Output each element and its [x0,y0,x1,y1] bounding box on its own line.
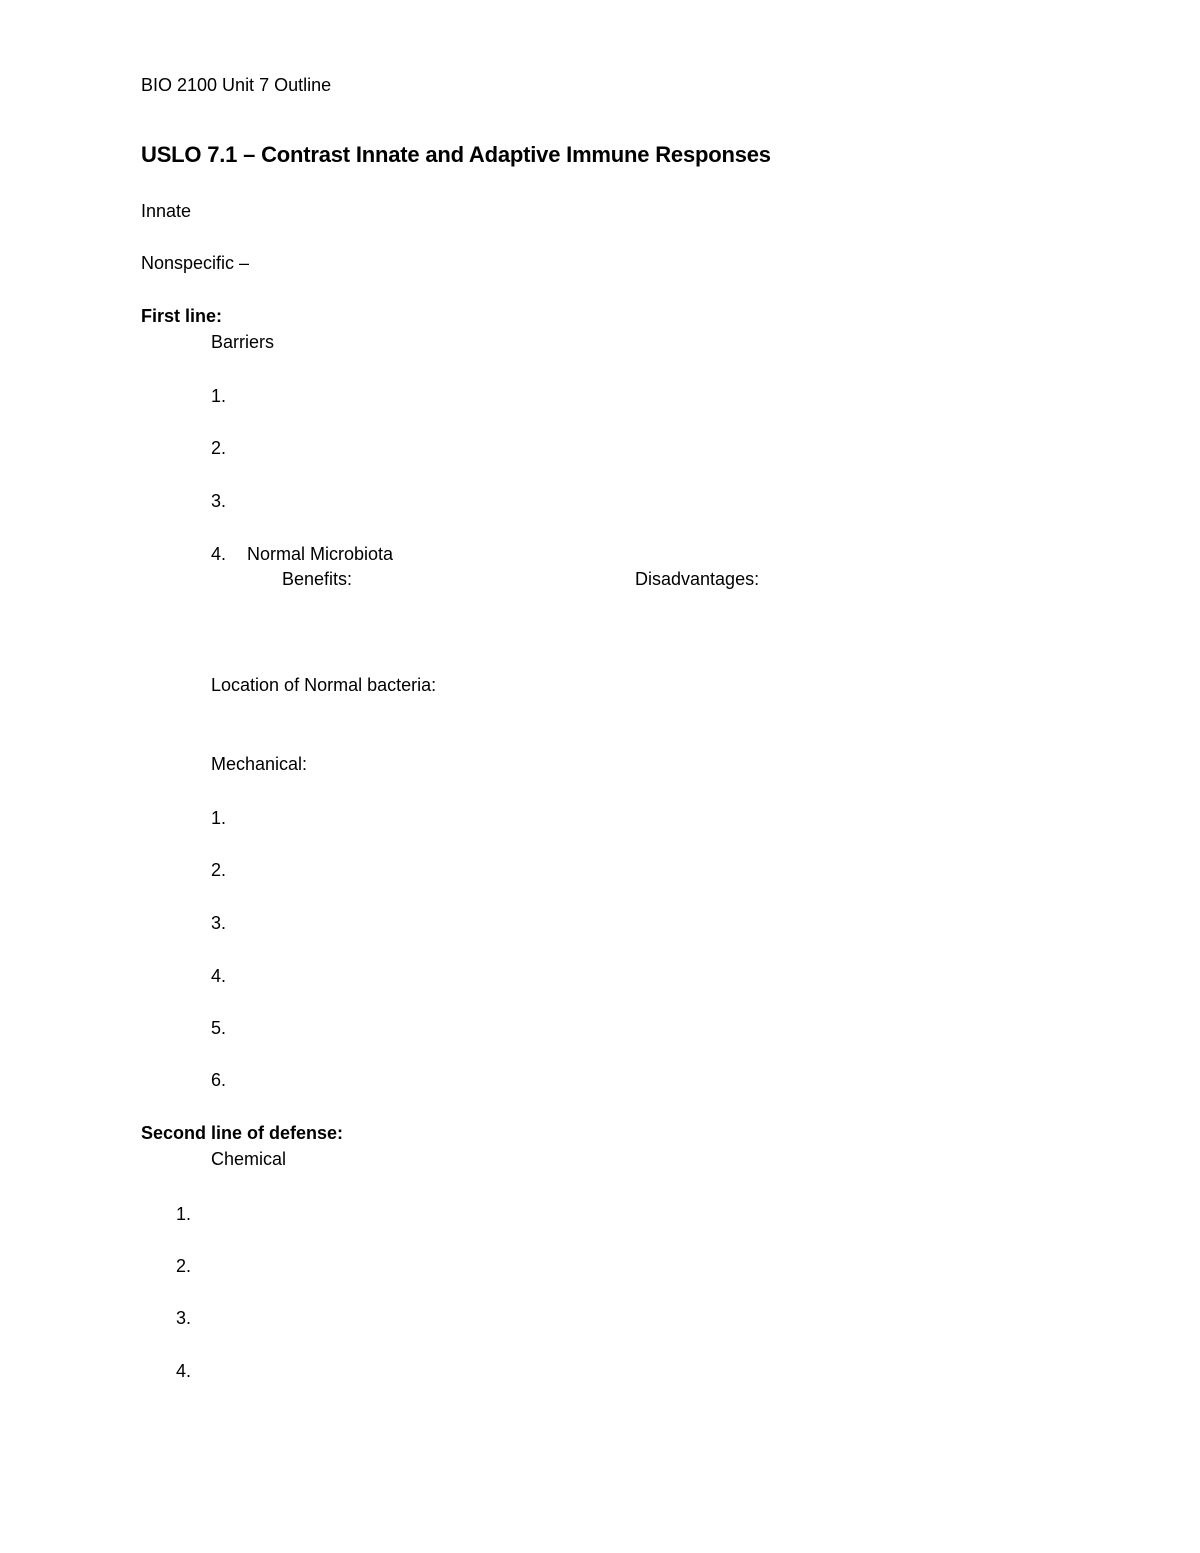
chemical-item-number: 3. [176,1308,192,1328]
barrier-item-number: 1. [211,386,227,406]
uslo-heading: USLO 7.1 – Contrast Innate and Adaptive Immune Responses [141,142,771,167]
document-header: BIO 2100 Unit 7 Outline [141,75,332,95]
chemical-item-number: 4. [176,1361,192,1381]
barrier-item-number: 3. [211,491,227,511]
barrier-item-number: 4. [211,544,227,564]
chemical-item-number: 1. [176,1204,192,1224]
nonspecific-label: Nonspecific – [141,253,250,273]
location-label: Location of Normal bacteria: [211,675,437,695]
mechanical-item-number: 1. [211,808,227,828]
mechanical-item-number: 5. [211,1018,227,1038]
mechanical-item-number: 6. [211,1070,227,1090]
mechanical-item-number: 2. [211,860,227,880]
benefits-label: Benefits: [282,569,353,589]
disadvantages-label: Disadvantages: [635,569,760,589]
first-line-heading: First line: [141,306,223,326]
chemical-item-number: 2. [176,1256,192,1276]
chemical-label: Chemical [211,1149,287,1169]
mechanical-item-number: 3. [211,913,227,933]
normal-microbiota-label: Normal Microbiota [247,544,394,564]
innate-label: Innate [141,201,192,221]
second-line-heading: Second line of defense: [141,1123,344,1143]
barrier-item-number: 2. [211,438,227,458]
mechanical-label: Mechanical: [211,754,308,774]
barriers-label: Barriers [211,332,275,352]
mechanical-item-number: 4. [211,966,227,986]
